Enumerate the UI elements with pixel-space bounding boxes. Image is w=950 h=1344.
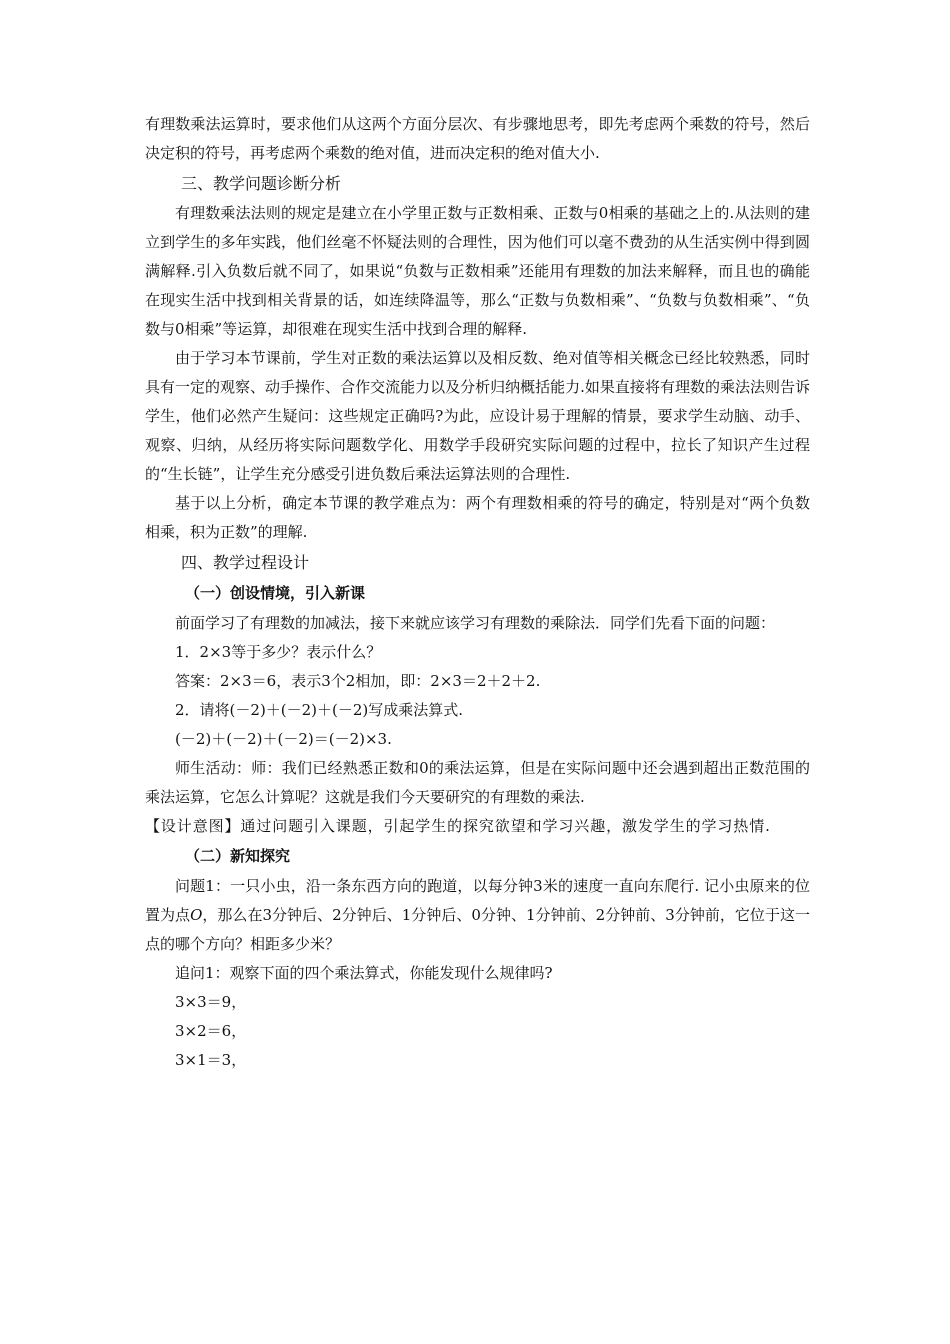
paragraph-diagnosis-1: 有理数乘法法则的规定是建立在小学里正数与正数相乘、正数与0相乘的基础之上的.从法则的建立到学生的多年实践，他们丝毫不怀疑法则的合理性，因为他们可以毫不费劲的从生活实例中得到圆满解释.引入负数后就不同了，如果说“负数与正数相乘”还能用有理数的加法来解释，而且也的确能在现实生活中找到相关背景的话，如连续降温等，那么“正数与负数相乘”、“负数与负数相乘”、“负数与0相乘”等运算，却很难在现实生活中找到合理的解释.: [145, 204, 810, 338]
paragraph-intro-question: 前面学习了有理数的加减法，接下来就应该学习有理数的乘除法．同学们先看下面的问题：: [175, 614, 776, 632]
section-heading-4: 四、教学过程设计: [181, 553, 310, 572]
answer-2: (－2)＋(－2)＋(－2)＝(－2)×3.: [175, 730, 392, 748]
question-1: 1．2×3等于多少？表示什么？: [175, 643, 382, 661]
problem-1-part-a: 问题1：一只小虫，沿一条东西方向的跑道，以每分钟3米的速度一直向东爬行. 记小虫原来的位置为点: [145, 877, 810, 924]
paragraph-intro-continued: 有理数乘法运算时，要求他们从这两个方面分层次、有步骤地思考，即先考虑两个乘数的符号，然后决定积的符号，再考虑两个乘数的绝对值，进而决定积的绝对值大小.: [145, 115, 810, 162]
follow-up-1: 追问1：观察下面的四个乘法算式，你能发现什么规律吗?: [175, 964, 553, 982]
equation-3: 3×1＝3，: [175, 1051, 247, 1069]
paragraph-activity: 师生活动：师：我们已经熟悉正数和0的乘法运算，但是在实际问题中还会遇到超出正数范围的乘法运算，它怎么计算呢？这就是我们今天要研究的有理数的乘法.: [145, 759, 810, 806]
equation-2: 3×2＝6，: [175, 1022, 247, 1040]
problem-1-part-b: ，那么在3分钟后、2分钟后、1分钟后、0分钟、1分钟前、2分钟前、3分钟前，它位于这一点的哪个方向？相距多少米？: [145, 906, 810, 953]
subsection-heading-2: （二）新知探究: [185, 847, 291, 865]
question-2: 2．请将(－2)＋(－2)＋(－2)写成乘法算式.: [175, 701, 464, 719]
paragraph-diagnosis-2: 由于学习本节课前，学生对正数的乘法运算以及相反数、绝对值等相关概念已经比较熟悉，同时具有一定的观察、动手操作、合作交流能力以及分析归纳概括能力.如果直接将有理数的乘法法则告诉学生，他们必然产生疑问：这些规定正确吗?为此，应设计易于理解的情景，要求学生动脑、动手、观察、归纳，从经历将实际问题数学化、用数学手段研究实际问题的过程中，拉长了知识产生过程的“生长链”，让学生充分感受引进负数后乘法运算法则的合理性.: [145, 349, 810, 483]
problem-1: [145, 872, 810, 959]
answer-1: 答案：2×3＝6，表示3个2相加，即：2×3＝2＋2＋2.: [175, 672, 541, 690]
paragraph-diagnosis-3: 基于以上分析，确定本节课的教学难点为：两个有理数相乘的符号的确定，特别是对“两个负数相乘，积为正数”的理解.: [145, 494, 810, 541]
subsection-heading-1: （一）创设情境，引入新课: [185, 584, 366, 602]
section-heading-3: 三、教学问题诊断分析: [181, 174, 342, 193]
design-intent-note: 【设计意图】通过问题引入课题，引起学生的探究欲望和学习兴趣，激发学生的学习热情.: [145, 817, 771, 835]
document-page: [145, 110, 810, 1075]
equation-1: 3×3＝9，: [175, 993, 247, 1011]
point-o-label: O: [190, 906, 203, 924]
